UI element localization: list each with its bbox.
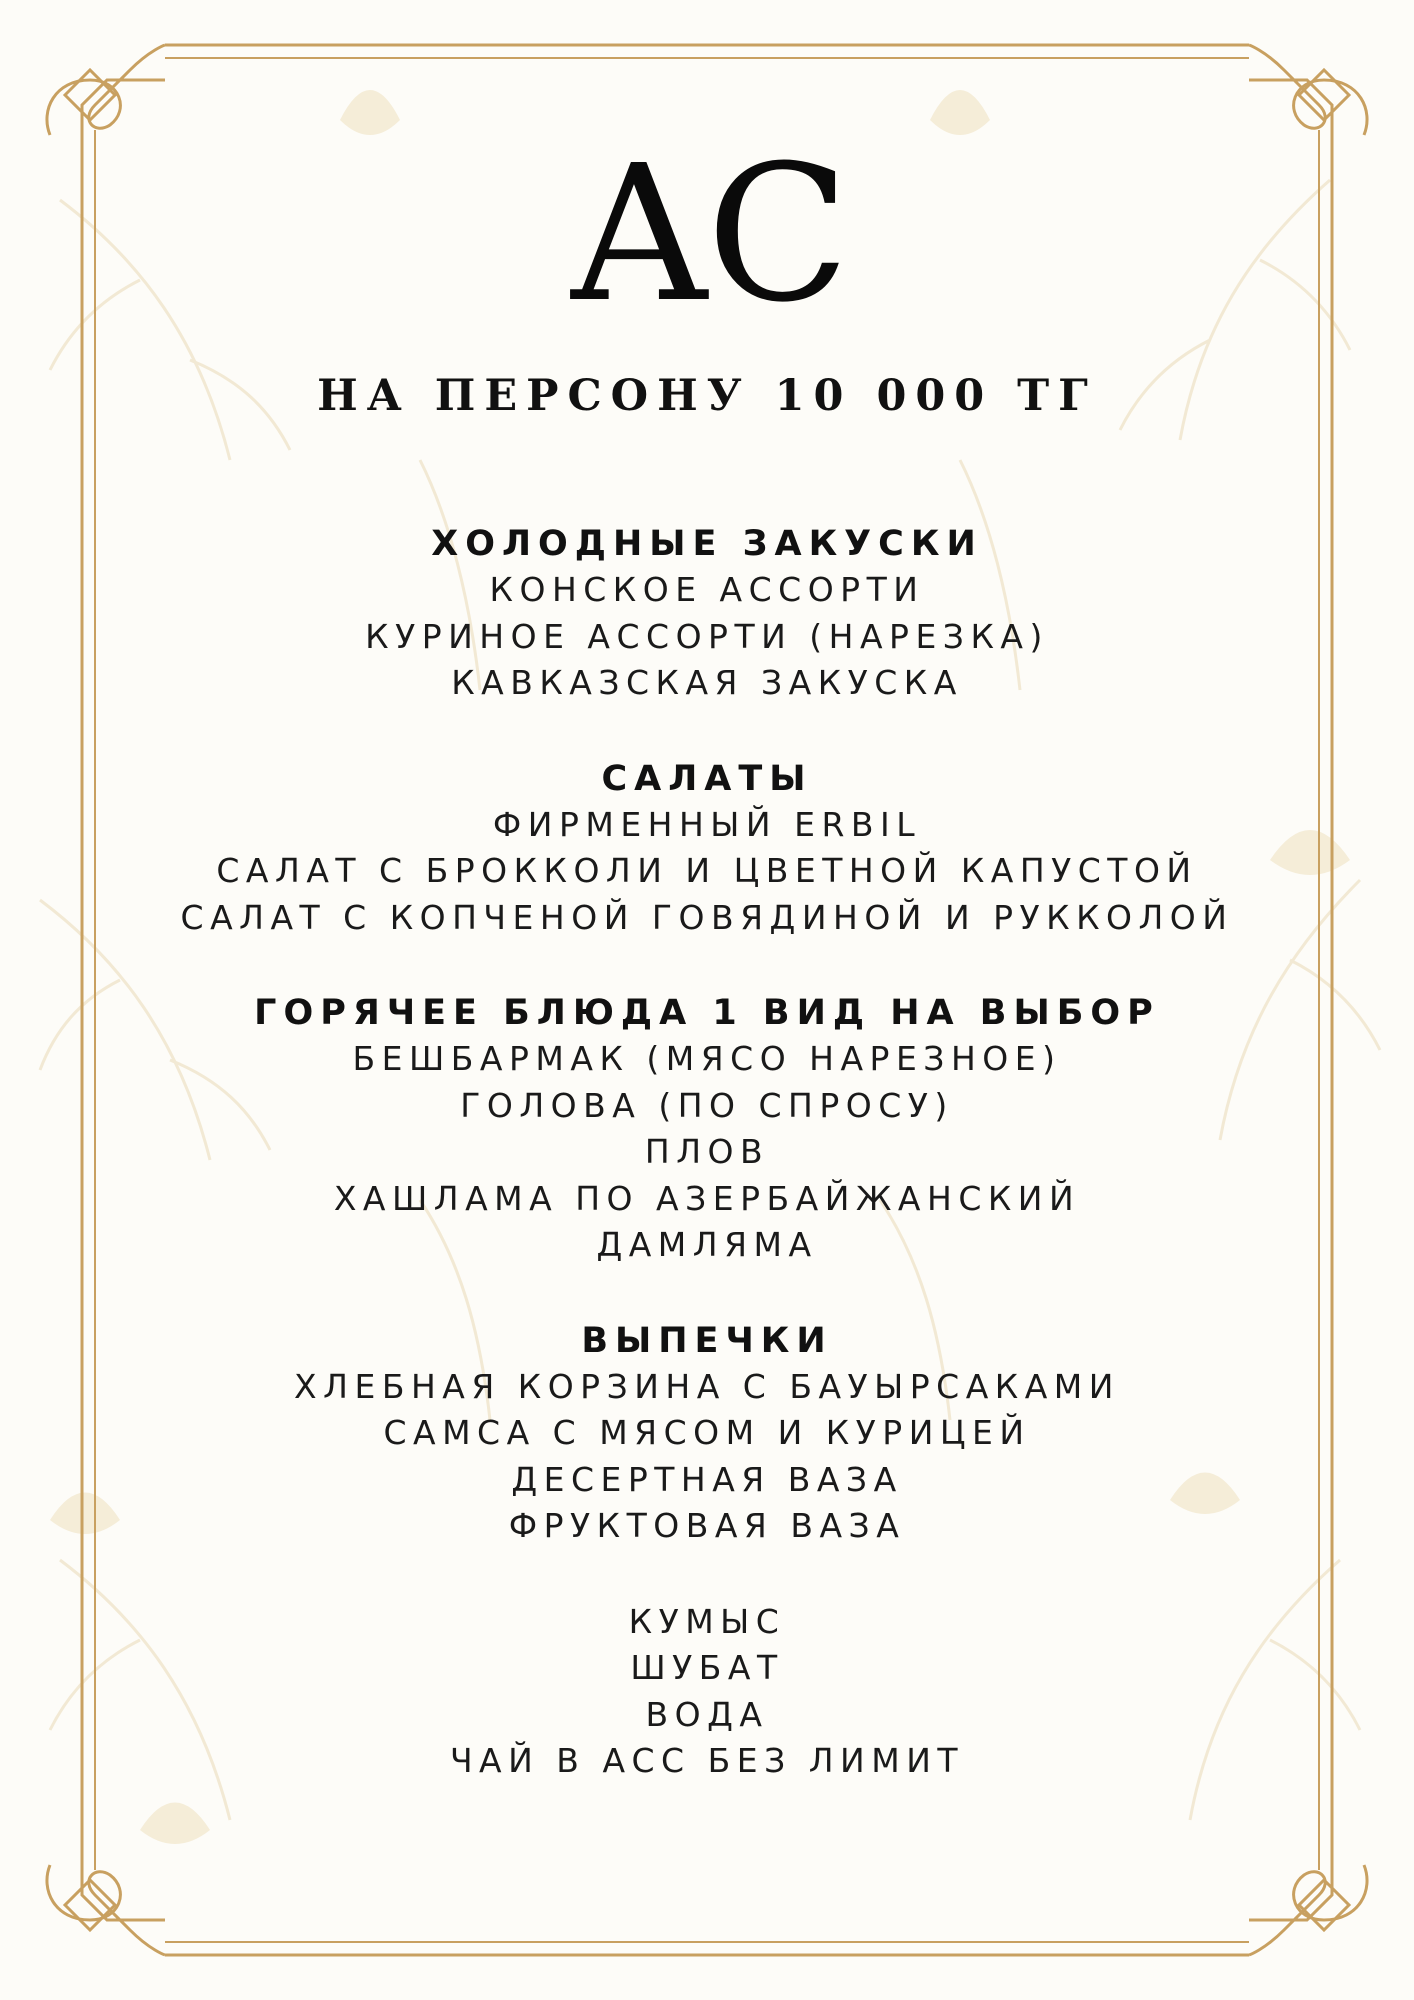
menu-item: ФРУКТОВАЯ ВАЗА bbox=[508, 1506, 906, 1545]
drink-item: КУМЫС bbox=[628, 1601, 786, 1641]
menu-list bbox=[0, 521, 1414, 1785]
menu-section-salads bbox=[0, 756, 1414, 942]
menu-section-hot-dishes bbox=[0, 990, 1414, 1269]
menu-item: ФИРМЕННЫЙ ERBIL bbox=[492, 804, 922, 844]
menu-item: БЕШБАРМАК (МЯСО НАРЕЗНОЕ) bbox=[352, 1039, 1062, 1078]
page-title: АС bbox=[567, 125, 847, 344]
section-title: САЛАТЫ bbox=[601, 758, 813, 799]
menu-item: ГОЛОВА (ПО СПРОСУ) bbox=[460, 1085, 954, 1125]
menu-item: КАВКАЗСКАЯ ЗАКУСКА bbox=[451, 663, 963, 702]
menu-item: ХЛЕБНАЯ КОРЗИНА С БАУЫРСАКАМИ bbox=[294, 1366, 1120, 1406]
menu-item: КОНСКОЕ АССОРТИ bbox=[489, 570, 925, 609]
menu-item: ДЕСЕРТНАЯ ВАЗА bbox=[511, 1459, 903, 1499]
menu-item: ПЛОВ bbox=[644, 1132, 770, 1171]
section-title: ВЫПЕЧКИ bbox=[581, 1320, 833, 1361]
menu-item: САЛАТ С КОПЧЕНОЙ ГОВЯДИНОЙ И РУККОЛОЙ bbox=[180, 897, 1234, 937]
menu-item: ХАШЛАМА ПО АЗЕРБАЙЖАНСКИЙ bbox=[333, 1178, 1081, 1218]
menu-section-cold-appetizers bbox=[0, 521, 1414, 707]
menu-item: САЛАТ С БРОККОЛИ И ЦВЕТНОЙ КАПУСТОЙ bbox=[216, 851, 1198, 890]
menu-section-drinks bbox=[0, 1599, 1414, 1785]
section-title: ХОЛОДНЫЕ ЗАКУСКИ bbox=[431, 524, 983, 564]
menu-item: ДАМЛЯМА bbox=[596, 1225, 818, 1264]
drink-item: ШУБАТ bbox=[630, 1648, 784, 1687]
section-title: ГОРЯЧЕЕ БЛЮДА 1 ВИД НА ВЫБОР bbox=[254, 993, 1160, 1033]
price-per-person: НА ПЕРСОНУ 10 000 ТГ bbox=[317, 371, 1097, 421]
menu-item: САМСА С МЯСОМ И КУРИЦЕЙ bbox=[383, 1413, 1031, 1452]
drink-item: ВОДА bbox=[645, 1694, 769, 1734]
drink-item: ЧАЙ В АСС БЕЗ ЛИМИТ bbox=[449, 1741, 965, 1780]
menu-section-pastries bbox=[0, 1318, 1414, 1550]
menu-item: КУРИНОЕ АССОРТИ (НАРЕЗКА) bbox=[365, 616, 1049, 656]
